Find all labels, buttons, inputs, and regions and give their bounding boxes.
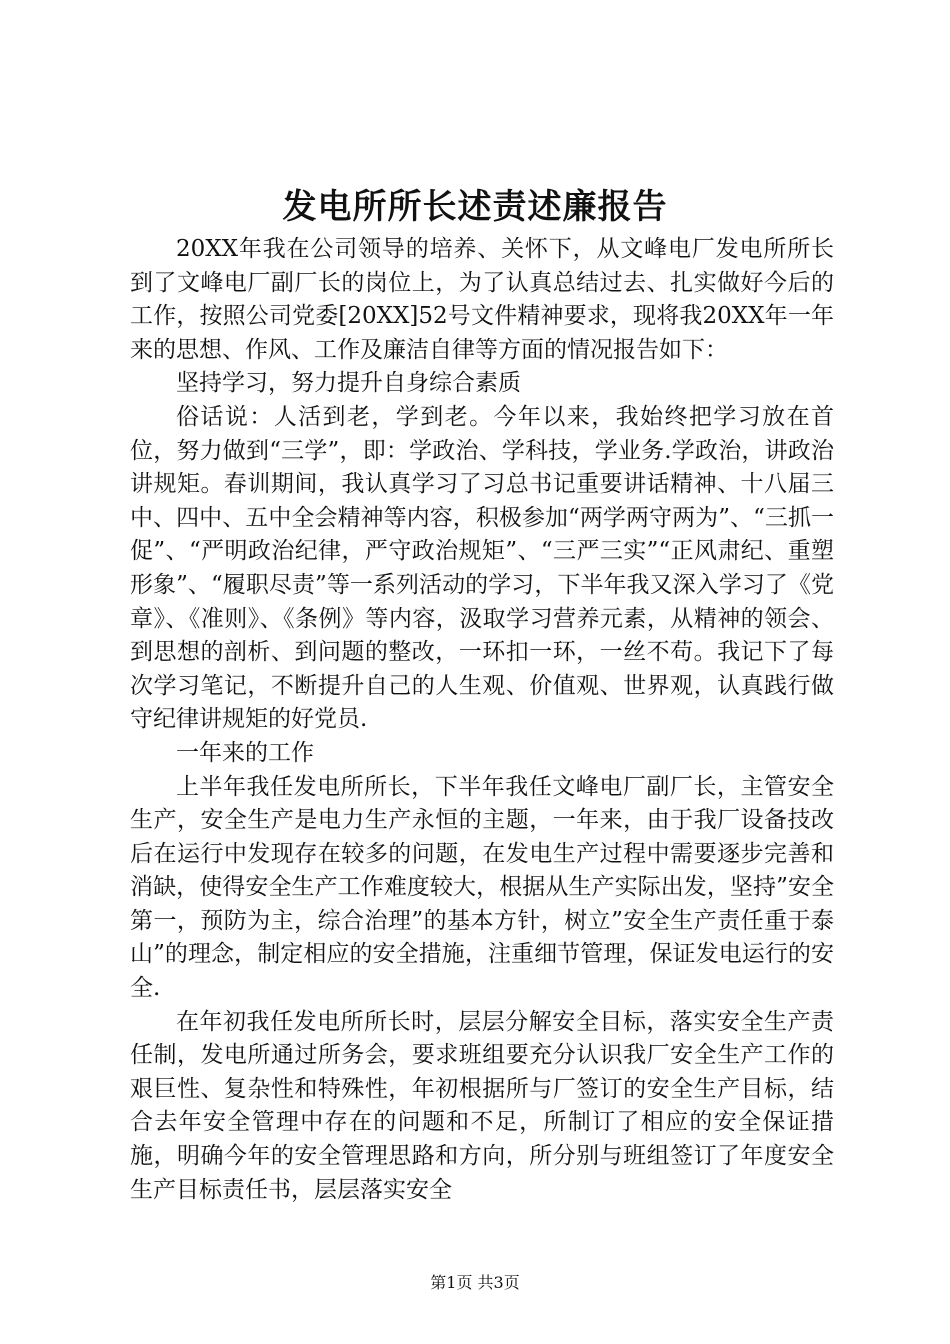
section-heading-work: 一年来的工作 xyxy=(176,739,314,766)
paragraph-safety: 在年初我任发电所所长时，层层分解安全目标，落实安全生产责任制，发电所通过所务会，要求班组要充分认识我厂安全生产工作的艰巨性、复杂性和特殊性，年初根据所与厂签订的安全生产目标，结合去年安全管理中存在的问题和不足，所制订了相应的安全保证措施，明确今年的安全管理思路和方向，所分别与班组签订了年度安全生产目标责任书，层层落实安全 xyxy=(130,1008,834,1203)
paragraph-study: 俗话说：人活到老，学到老。今年以来，我始终把学习放在首位，努力做到“三学”，即：学政治、学科技，学业务.学政治，讲政治讲规矩。春训期间，我认真学习了习总书记重要讲话精神、十八届三中、四中、五中全会精神等内容，积极参加“两学两守两为”、“三抓一促”、“严明政治纪律，严守政治规矩”、“三严三实”“正风肃纪、重塑形象”、“履职尽责”等一系列活动的学习，下半年我又深入学习了《党章》、《准则》、《条例》等内容，汲取学习营养元素，从精神的领会、到思想的剖析、到问题的整改，一环扣一环，一丝不苟。我记下了每次学习笔记，不断提升自己的人生观、价值观、世界观，认真践行做守纪律讲规矩的好党员. xyxy=(130,403,834,733)
paragraph-intro: 20XX年我在公司领导的培养、关怀下，从文峰电厂发电所所长到了文峰电厂副厂长的岗位上，为了认真总结过去、扎实做好今后的工作，按照公司党委[20XX]52号文件精神要求，现将我20XX年一年来的思想、作风、工作及廉洁自律等方面的情况报告如下： xyxy=(130,236,834,363)
document-body xyxy=(130,233,834,1207)
document-title: 发电所所长述责述廉报告 xyxy=(282,187,668,227)
section-heading-study: 坚持学习，努力提升自身综合素质 xyxy=(176,370,521,397)
page-footer: 第1页 共3页 xyxy=(430,1273,520,1292)
paragraph-work: 上半年我任发电所所长，下半年我任文峰电厂副厂长，主管安全生产，安全生产是电力生产永恒的主题，一年来，由于我厂设备技改后在运行中发现存在较多的问题，在发电生产过程中需要逐步完善和消缺，使得安全生产工作难度较大，根据从生产实际出发，坚持”安全第一，预防为主，综合治理”的基本方针，树立”安全生产责任重于泰山”的理念，制定相应的安全措施，注重细节管理，保证发电运行的安全. xyxy=(130,773,834,1002)
